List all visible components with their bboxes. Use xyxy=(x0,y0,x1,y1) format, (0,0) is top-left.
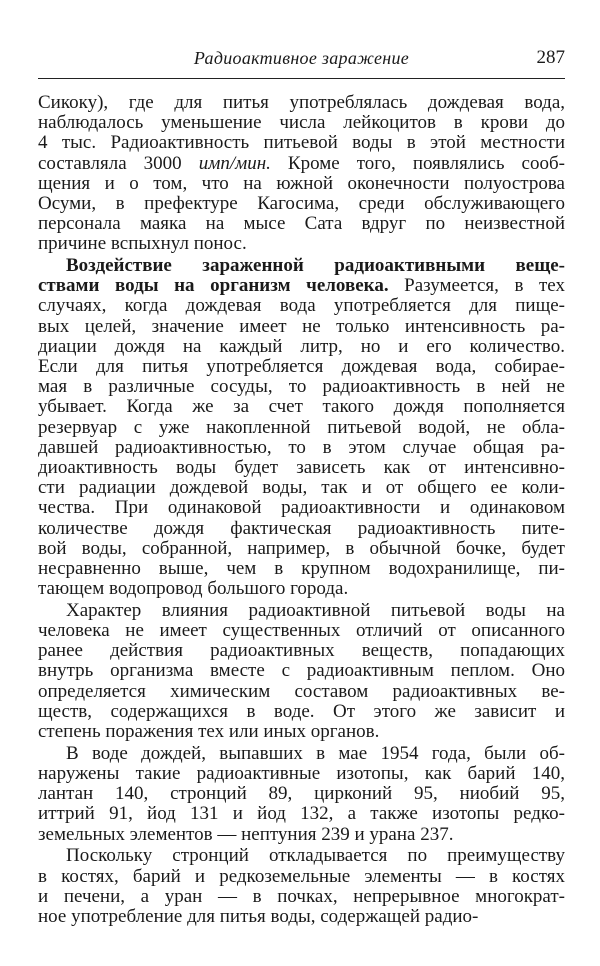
text-line xyxy=(38,438,565,458)
italic-unit-text: имп/мин. xyxy=(198,152,271,174)
text-line xyxy=(38,154,565,174)
text-segment: ранее действия радиоактивных веществ, попадающих xyxy=(38,640,565,662)
text-segment: ное употребление для питья воды, содержащей радио- xyxy=(38,905,479,927)
text-segment: персонала маяка на мысе Сата вдруг по неизвестной xyxy=(38,213,565,235)
text-segment: иттрий 91, йод 131 и йод 132, а также изотопы редко- xyxy=(38,803,565,825)
text-segment: В воде дождей, выпавших в мае 1954 года, были об- xyxy=(66,742,565,764)
paragraph xyxy=(38,601,565,742)
text-line xyxy=(38,418,565,438)
text-line xyxy=(38,784,565,804)
text-segment: щения и о том, что на южной оконечности полуострова xyxy=(38,172,565,194)
text-segment: диоактивность воды будет зависеть как от интенсивно- xyxy=(38,456,565,478)
text-line xyxy=(38,519,565,539)
text-line xyxy=(38,478,565,498)
text-segment: в костях, барий и редкоземельные элементы — в костях xyxy=(38,865,565,887)
text-line xyxy=(38,498,565,518)
text-line xyxy=(38,93,565,113)
text-segment: наружены такие радиоактивные изотопы, как барий 140, xyxy=(38,762,565,784)
text-line xyxy=(38,579,565,599)
text-segment: наблюдалось уменьшение числа лейкоцитов в крови до xyxy=(38,112,565,134)
text-segment: и печени, а уран — в почках, непрерывное многократ- xyxy=(38,885,565,907)
text-line xyxy=(38,194,565,214)
text-line xyxy=(38,764,565,784)
text-segment: давшей радиоактивностью, то в этом случае общая ра- xyxy=(38,436,565,458)
text-segment: Разумеется, в тех xyxy=(388,275,565,297)
text-segment: диации дождя на каждый литр, но и его количество. xyxy=(38,335,565,357)
text-segment: 4 тыс. Радиоактивность питьевой воды в этой местности xyxy=(38,132,565,154)
text-segment: ществ, содержащихся в воде. От этого же зависит и xyxy=(38,700,565,722)
bold-heading-text: ствами воды на организм человека. xyxy=(38,275,389,297)
text-line xyxy=(38,256,565,276)
text-segment: Кроме того, появлялись сооб- xyxy=(270,152,565,174)
text-line xyxy=(38,641,565,661)
text-line xyxy=(38,887,565,907)
text-line xyxy=(38,357,565,377)
text-segment: вой воды, собранной, например, в обычной бочке, будет xyxy=(38,537,565,559)
paragraph xyxy=(38,93,565,255)
paragraph xyxy=(38,846,565,927)
text-segment: Если для питья употребляется дождевая вода, собирае- xyxy=(38,356,565,378)
text-segment: случаях, когда дождевая вода употребляется для пище- xyxy=(38,295,565,317)
text-line xyxy=(38,722,565,742)
text-segment: земельных элементов — нептуния 239 и урана 237. xyxy=(38,823,454,845)
text-line xyxy=(38,214,565,234)
text-segment: тающем водопровод большого города. xyxy=(38,578,349,600)
text-line xyxy=(38,682,565,702)
text-line xyxy=(38,846,565,866)
body-text xyxy=(38,93,565,929)
paragraph xyxy=(38,744,565,845)
text-line xyxy=(38,337,565,357)
text-segment: вых целей, значение имеет не только интенсивность ра- xyxy=(38,315,565,337)
text-segment: Осуми, в префектуре Кагосима, среди обслуживающего xyxy=(38,192,565,214)
text-segment: Поскольку стронций откладывается по преимуществу xyxy=(66,845,565,867)
text-segment: мая в различные сосуды, то радиоактивность в ней не xyxy=(38,376,565,398)
text-segment: сти радиации дождевой воды, так и от общего ее коли- xyxy=(38,477,565,499)
text-segment: чества. При одинаковой радиоактивности и одинаковом xyxy=(38,497,565,519)
text-segment: убывает. Когда же за счет такого дождя пополняется xyxy=(38,396,565,418)
bold-heading-text: Воздействие зараженной радиоактивными веще- xyxy=(66,255,565,277)
text-segment: внутрь организма вместе с радиоактивным пеплом. Оно xyxy=(38,660,565,682)
text-line xyxy=(38,702,565,722)
paragraph xyxy=(38,256,565,599)
text-segment: количестве дождя фактическая радиоактивность пите- xyxy=(38,517,565,539)
text-line xyxy=(38,174,565,194)
text-segment: Характер влияния радиоактивной питьевой воды на xyxy=(66,599,565,621)
text-line xyxy=(38,296,565,316)
page-number: 287 xyxy=(536,47,565,68)
text-line xyxy=(38,113,565,133)
running-title: Радиоактивное заражение xyxy=(193,48,410,68)
text-segment: причине вспыхнул понос. xyxy=(38,233,247,255)
text-line xyxy=(38,601,565,621)
text-line xyxy=(38,133,565,153)
text-segment: резервуар с уже накопленной питьевой водой, не обла- xyxy=(38,416,565,438)
text-line xyxy=(38,234,565,254)
text-line xyxy=(38,276,565,296)
text-line xyxy=(38,621,565,641)
text-line xyxy=(38,661,565,681)
text-segment: несравненно выше, чем в крупном водохранилище, пи- xyxy=(38,557,565,579)
text-segment: человека не имеет существенных отличий от описанного xyxy=(38,620,565,642)
text-line xyxy=(38,804,565,824)
text-segment: степень поражения тех или иных органов. xyxy=(38,721,380,742)
text-line xyxy=(38,825,565,845)
text-segment: лантан 140, стронций 89, цирконий 95, ниобий 95, xyxy=(38,783,565,805)
text-line xyxy=(38,907,565,927)
text-line xyxy=(38,539,565,559)
page-header xyxy=(38,44,565,79)
text-line xyxy=(38,317,565,337)
text-line xyxy=(38,458,565,478)
text-line xyxy=(38,397,565,417)
text-segment: Сикоку), где для питья употреблялась дождевая вода, xyxy=(38,92,565,113)
text-line xyxy=(38,559,565,579)
text-segment: определяется химическим составом радиоактивных ве- xyxy=(38,680,565,702)
text-line xyxy=(38,744,565,764)
text-line xyxy=(38,377,565,397)
text-segment: составляла 3000 xyxy=(38,152,199,174)
text-line xyxy=(38,867,565,887)
